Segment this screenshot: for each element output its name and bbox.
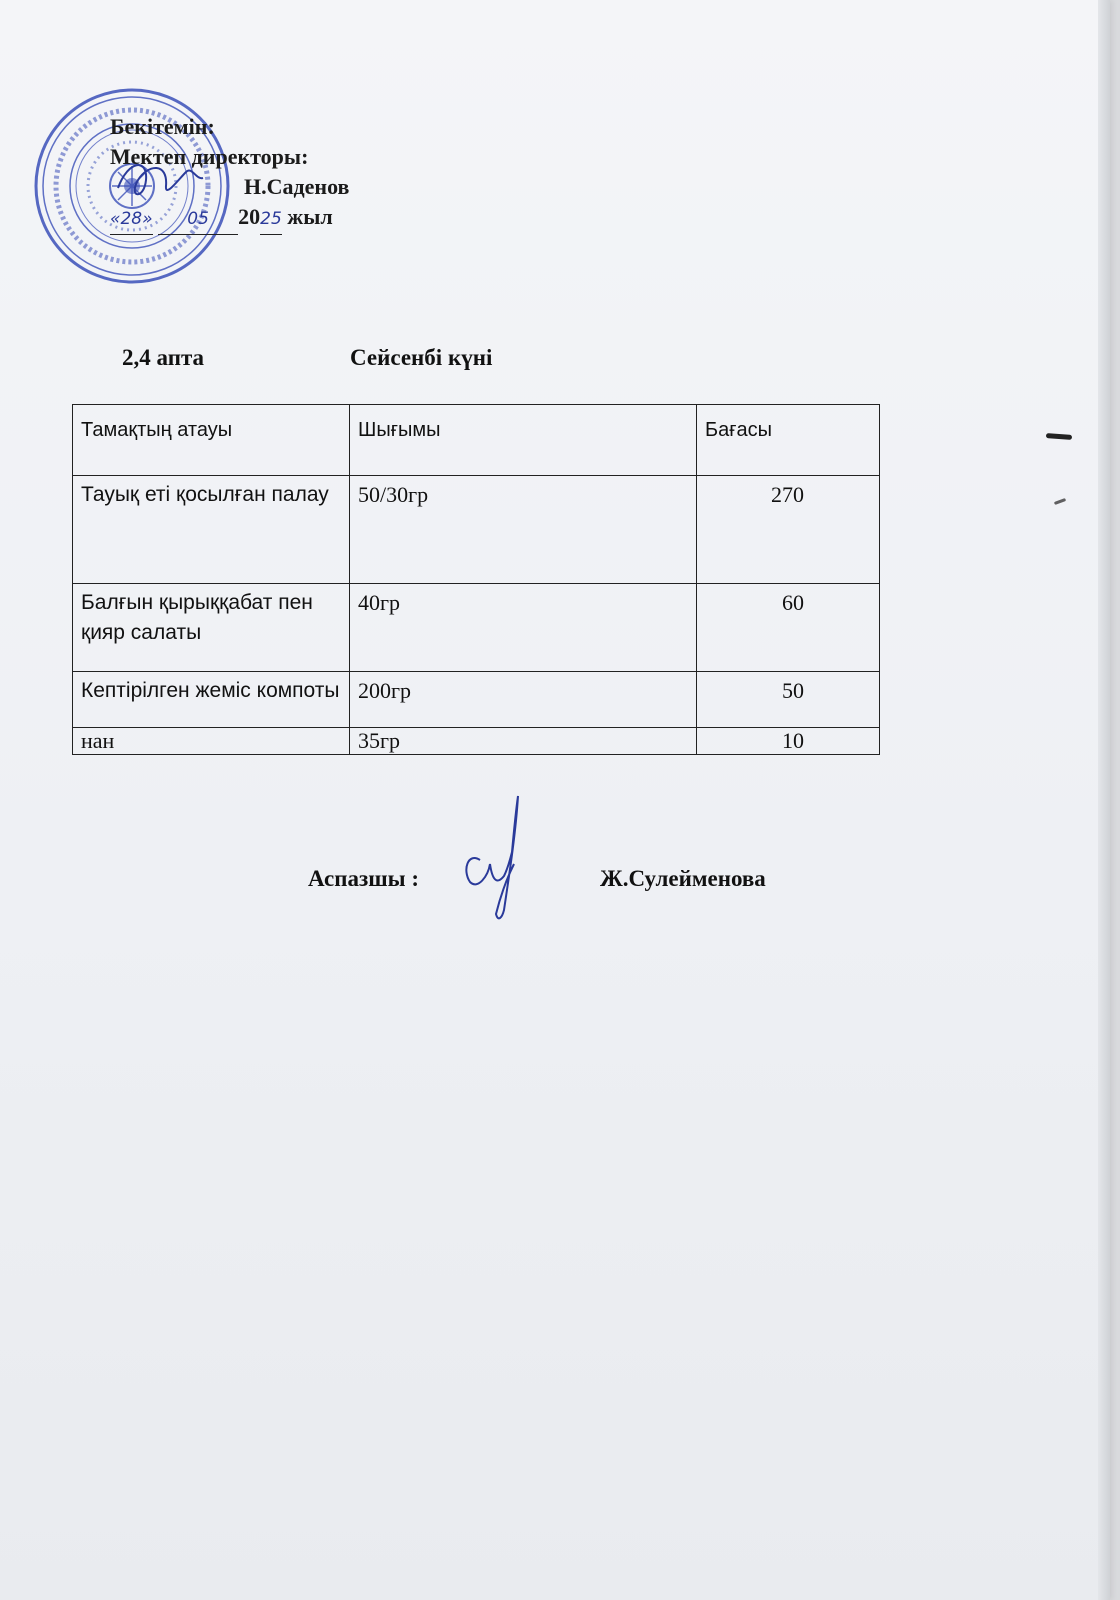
dish-name: Тауық еті қосылған палау [73, 476, 350, 584]
column-header-portion: Шығымы [350, 405, 697, 476]
dish-name: Кептірілген жеміс компоты [73, 672, 350, 728]
ink-mark [1046, 433, 1072, 440]
menu-table [72, 404, 880, 755]
dish-price: 270 [697, 476, 880, 584]
approval-date-line [110, 202, 349, 235]
table-row [73, 476, 880, 584]
approval-position: Мектеп директоры: [110, 144, 309, 169]
table-row [73, 584, 880, 672]
date-year-prefix: 20 [238, 204, 261, 229]
cook-name: Ж.Сулейменова [600, 866, 766, 891]
director-name: Н.Саденов [244, 174, 350, 199]
week-label: 2,4 апта [122, 345, 205, 370]
dish-name: нан [73, 728, 350, 755]
day-label: Сейсенбі күні [350, 345, 493, 370]
ink-mark [1054, 498, 1066, 505]
table-row [73, 728, 880, 755]
dish-name: Балғын қырыққабат пен қияр салаты [73, 584, 350, 672]
table-row [73, 672, 880, 728]
date-month: 05 [158, 204, 238, 235]
date-year-suffix: 25 [260, 204, 282, 235]
approval-block [110, 112, 349, 235]
column-header-name: Тамақтың атауы [73, 405, 350, 476]
date-word: жыл [287, 204, 333, 229]
cook-signature [458, 790, 558, 940]
column-header-price: Бағасы [697, 405, 880, 476]
dish-portion: 200гр [350, 672, 697, 728]
cook-label: Аспазшы : [308, 866, 420, 891]
date-day: «28» [110, 204, 153, 235]
dish-price: 60 [697, 584, 880, 672]
dish-portion: 50/30гр [350, 476, 697, 584]
page-edge-shadow [1098, 0, 1110, 1600]
dish-portion: 35гр [350, 728, 697, 755]
approval-name-line [110, 172, 349, 202]
dish-price: 50 [697, 672, 880, 728]
dish-portion: 40гр [350, 584, 697, 672]
table-header-row [73, 405, 880, 476]
approval-title: Бекітемін: [110, 114, 215, 139]
dish-price: 10 [697, 728, 880, 755]
